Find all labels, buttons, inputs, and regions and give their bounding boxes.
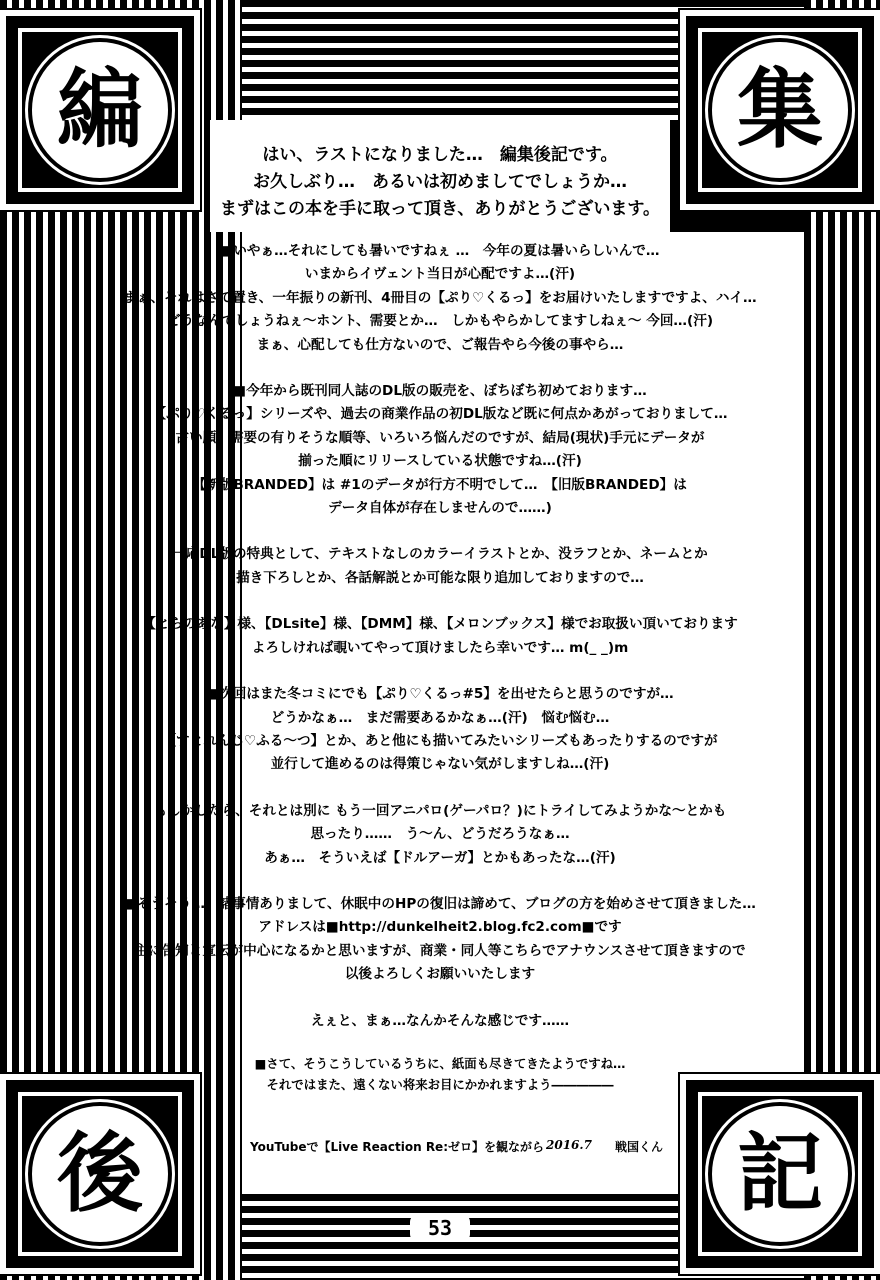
afterword-body xyxy=(100,240,780,1118)
corner-medallion xyxy=(712,1106,848,1242)
signature-date: 2016.7 xyxy=(546,1138,592,1152)
text-line: ■次回はまた冬コミにでも【ぷり♡くるっ#5】を出せたらと思うのですが… xyxy=(206,686,674,703)
corner-top-left xyxy=(0,10,200,210)
text-line: いまからイヴェント当日が心配ですよ…(汗) xyxy=(304,266,576,283)
paragraph xyxy=(100,543,780,590)
signature-note: YouTubeで【Live Reaction Re:ゼロ】を観ながら xyxy=(250,1140,544,1154)
corner-medallion xyxy=(32,1106,168,1242)
text-line: ■今年から既刊同人誌のDL版の販売を、ぼちぼち初めております… xyxy=(233,383,647,400)
text-line: あぁ… そういえば【ドルアーガ】とかもあったな…(汗) xyxy=(264,849,616,866)
text-line: 【ぷり♡くるっ】シリーズや、過去の商業作品の初DL版など既に何点かあがっておりまして… xyxy=(152,406,728,423)
text-line: ■さて、そうこうしているうちに、紙面も尽きてきたようですね… xyxy=(254,1055,626,1071)
text-line: 並行して進めるのは得策じゃない気がしますしね…(汗) xyxy=(270,756,610,773)
closing-paragraph xyxy=(100,1053,780,1095)
text-line: 揃った順にリリースしている状態ですね…(汗) xyxy=(298,453,582,470)
text-line: 描き下ろしとか、各話解説とか可能な限り追加しておりますので… xyxy=(236,569,644,586)
header-line: まずはこの本を手に取って頂き、ありがとうございます。 xyxy=(220,199,660,219)
text-line: まぁ、心配しても仕方ないので、ご報告やら今後の事やら… xyxy=(256,336,624,353)
paragraph xyxy=(100,240,780,357)
text-line: 一応DL版の特典として、テキストなしのカラーイラストとか、没ラフとか、ネームとか xyxy=(172,546,708,563)
header-line: はい、ラストになりました… 編集後記です。 xyxy=(262,145,618,165)
corner-kanji: 後 xyxy=(57,1123,143,1224)
text-line: それではまた、遠くない将来お目にかかれますよう――――― xyxy=(266,1076,614,1092)
text-line: 以後よろしくお願いいたします xyxy=(344,966,536,983)
header-line: お久しぶり… あるいは初めましてでしょうか… xyxy=(253,172,627,192)
corner-kanji: 編 xyxy=(57,59,143,160)
text-line: もしかしたら、それとは別に もう一回アニパロ(ゲーパロ？)にトライしてみようかな～とかも xyxy=(153,802,727,819)
text-line: どうなんでしょうねぇ～ホント、需要とか… しかもやらかしてますしねぇ～ 今回…(汗) xyxy=(166,313,714,330)
corner-top-right xyxy=(680,10,880,210)
signature xyxy=(250,1138,670,1155)
text-line: データ自体が存在しませんので……) xyxy=(328,500,552,517)
paragraph xyxy=(100,683,780,777)
corner-medallion xyxy=(32,42,168,178)
text-line: 古い順、需要の有りそうな順等、いろいろ悩んだのですが、結局(現状)手元にデータが xyxy=(175,429,705,446)
text-line: ■そうそう… 諸事情ありまして、休眠中のHPの復旧は諦めて、ブログの方を始めさせて頂きました… xyxy=(124,895,756,912)
text-line: アドレスは■http://dunkelheit2.blog.fc2.com■です xyxy=(258,919,622,936)
text-line: (【新版BRANDED】は #1のデータが行方不明でして… 【旧版BRANDED】は xyxy=(193,476,687,493)
text-line: ■いやぁ…それにしても暑いですねぇ … 今年の夏は暑いらしいんで… xyxy=(220,243,660,259)
afterword-header xyxy=(210,142,670,223)
paragraph xyxy=(100,613,780,660)
paragraph xyxy=(100,800,780,870)
signature-author: 戦国くん xyxy=(615,1140,664,1154)
corner-kanji: 集 xyxy=(737,59,823,160)
paragraph xyxy=(100,893,780,987)
text-line: 【とらのあな】様、【DLsite】様、【DMM】様、【メロンブックス】様でお取扱い頂いております xyxy=(142,616,738,633)
text-line: 思ったり…… う～ん、どうだろうなぁ… xyxy=(310,826,570,843)
corner-medallion xyxy=(712,42,848,178)
text-line: どうかなぁ… まだ需要あるかなぁ…(汗) 悩む悩む… xyxy=(270,709,610,726)
text-line: よろしければ覗いてやって頂けましたら幸いです… m(_ _)m xyxy=(251,639,629,656)
text-line: えぇと、まぁ…なんかそんな感じです…… xyxy=(310,1012,570,1029)
text-line: 主に告知と宣伝が中心になるかと思いますが、商業・同人等こちらでアナウンスさせて頂きますので xyxy=(134,942,746,959)
paragraph xyxy=(100,1010,780,1033)
page-number: 53 xyxy=(410,1214,470,1242)
text-line: まぁ、それはさて置き、一年振りの新刊、4冊目の【ぷり♡くるっ】をお届けいたしますですよ、ハイ… xyxy=(123,289,757,306)
text-line: 【すとれんじ♡ふる～つ】とか、あと他にも描いてみたいシリーズもあったりするのですが xyxy=(162,732,718,749)
corner-kanji: 記 xyxy=(737,1123,823,1224)
paragraph xyxy=(100,380,780,520)
